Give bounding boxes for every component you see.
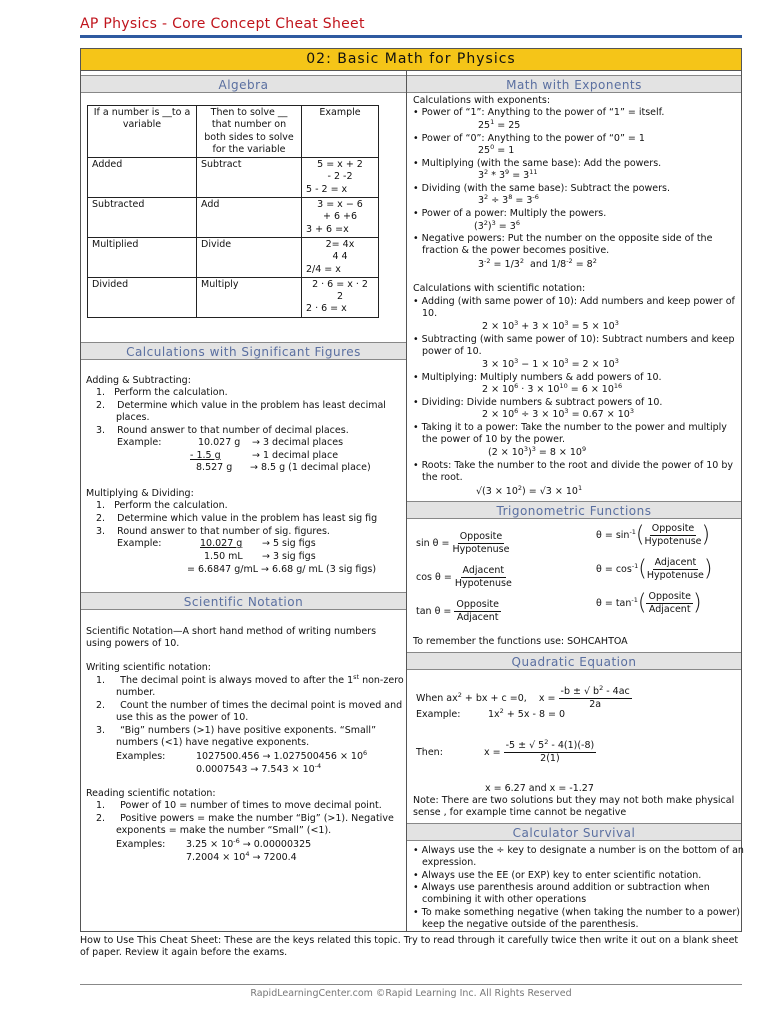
list-item: 1. Perform the calculation. xyxy=(96,500,228,511)
formula: $25^1 = 25$ xyxy=(478,117,521,131)
fraction: $\frac{-5 \pm √ 5^2 - 4(1)(-8)}{2(1)}$ xyxy=(505,737,595,764)
equation-line: - 2 -2 xyxy=(327,171,353,183)
arcsin-formula: $\theta = \sin^{-1}$( $\frac{\text{Opposite}}{\text{Hypotenuse}}$ ) xyxy=(596,522,711,548)
main-heading: 02: Basic Math for Physics xyxy=(81,49,741,71)
list-item: • Always use parenthesis around addition or subtraction when combining it with other operations xyxy=(413,882,710,906)
example-value: 1.50 mL xyxy=(204,551,243,562)
trig-heading: Trigonometric Functions xyxy=(407,501,741,519)
formula: $2 \times 10^6 \cdot 3 \times 10^{10} = 6 \times 10^{16}$ xyxy=(482,381,623,395)
example-value: - 1.5 g xyxy=(190,450,221,461)
calc-heading: Calculator Survival xyxy=(407,823,741,841)
equation-line: 4 4 xyxy=(332,251,348,263)
list-item: 1. Power of 10 = number of times to move decimal point. xyxy=(96,800,382,811)
list-item: • Negative powers: Put the number on the opposite side of the fraction & the power becomes positive. xyxy=(413,233,713,257)
example-value: $1027500.456 \to 1.027500456 \times 10^6$ xyxy=(196,748,368,762)
list-item: • Multiplying (with the same base): Add the powers. xyxy=(413,158,662,169)
example-note: → 3 decimal places xyxy=(252,437,344,448)
formula: $(2 \times 10^3)^3 = 8 \times 10^9$ xyxy=(488,444,587,458)
footer-rule xyxy=(80,984,742,985)
formula: $3^{-2} = 1/3^2$ and $1/8^{-2} = 8^2$ xyxy=(478,256,597,270)
table-header-cell: Example xyxy=(302,106,379,158)
equation-line: 2 · 6 = x · 2 xyxy=(312,278,368,290)
sci-write-title: Writing scientific notation: xyxy=(86,662,211,673)
equation-line: 5 - 2 = x xyxy=(306,183,348,195)
arctan-formula: $\theta = \tan^{-1}$( $\frac{\text{Opposite}}{\text{Adjacent}}$ ) xyxy=(596,590,702,616)
table-cell: Add xyxy=(197,198,302,238)
algebra-table xyxy=(87,105,379,318)
example-label: Examples: xyxy=(116,751,166,762)
list-item: 2. Determine which value in the problem has least decimal places. xyxy=(96,400,386,424)
exponents-sci-intro: Calculations with scientific notation: xyxy=(413,283,586,294)
formula: $25^0 = 1$ xyxy=(478,142,515,156)
title-rule xyxy=(80,35,742,38)
how-to-note: How to Use This Cheat Sheet: These are the keys related this topic. Try to read through it carefully twice then write it out on a blank sheet of paper. Review it again before the exams. xyxy=(80,935,739,959)
sci-read-title: Reading scientific notation: xyxy=(86,788,216,799)
table-cell xyxy=(302,198,379,238)
sci-heading: Scientific Notation xyxy=(81,592,406,610)
fraction: $\frac{\text{Opposite}}{\text{Adjacent}}$ xyxy=(456,599,499,623)
table-cell: Subtract xyxy=(197,158,302,198)
table-header-row xyxy=(88,106,379,158)
equation-line: 5 = x + 2 xyxy=(317,159,363,171)
tan-formula: tan θ = $\frac{\text{Opposite}}{\text{Adjacent}}$ xyxy=(416,599,499,623)
table-cell: Added xyxy=(88,158,197,198)
list-item: • Always use the EE (or EXP) key to enter scientific notation. xyxy=(413,870,702,881)
quad-solutions: x = 6.27 and x = -1.27 xyxy=(485,783,594,794)
list-item: 2. Determine which value in the problem has least sig fig xyxy=(96,513,378,524)
formula: $3^2 * 3^9 = 3^{11}$ xyxy=(478,167,538,181)
fraction: $\frac{-b \pm √ b^2 - 4ac}{2a}$ xyxy=(560,683,630,710)
exponents-intro: Calculations with exponents: xyxy=(413,95,551,106)
equation-line: 2= 4x xyxy=(325,238,355,250)
quad-then-formula: x = $\frac{-5 \pm √ 5^2 - 4(1)(-8)}{2(1)}$ xyxy=(484,737,595,764)
example-note: → 8.5 g (1 decimal place) xyxy=(250,462,371,473)
algebra-heading: Algebra xyxy=(81,75,406,93)
sin-formula: sin θ = $\frac{\text{Opposite}}{\text{Hypotenuse}}$ xyxy=(416,531,510,555)
example-result: = 6.6847 g/mL → 6.68 g/ mL (3 sig figs) xyxy=(187,564,377,575)
formula: $3^2 \div 3^8 = 3^{-6}$ xyxy=(478,192,539,206)
table-row xyxy=(88,198,379,238)
table-row xyxy=(88,158,379,198)
sci-definition: Scientific Notation—A short hand method of writing numbers using powers of 10. xyxy=(86,626,377,650)
example-label: Examples: xyxy=(116,839,166,850)
quadratic-formula: When $ax^2$ + bx + c =0, x = $\frac{-b \pm √ b^2 - 4ac}{2a}$ xyxy=(416,683,630,710)
equation-line: + 6 +6 xyxy=(322,211,358,223)
list-item: • Power of “1”: Anything to the power of “1” = itself. xyxy=(413,107,665,118)
example-value: $0.0007543 \to 7.543 \times 10^{-4}$ xyxy=(196,761,322,775)
list-item: • Dividing (with the same base): Subtract the powers. xyxy=(413,183,670,194)
fraction: $\frac{\text{Opposite}}{\text{Hypotenuse}}$ xyxy=(452,531,510,555)
exponents-heading: Math with Exponents xyxy=(407,75,741,93)
table-cell: Multiply xyxy=(197,277,302,317)
document-title: AP Physics - Core Concept Cheat Sheet xyxy=(80,16,365,32)
fraction: $\frac{\text{Opposite}}{\text{Adjacent}}$ xyxy=(648,591,691,615)
fraction: $\frac{\text{Adjacent}}{\text{Hypotenuse}}$ xyxy=(454,565,512,589)
list-item: • Taking it to a power: Take the number to the power and multiply the power of 10 by the power. xyxy=(413,422,727,446)
list-item: 3. “Big” numbers (>1) have positive exponents. “Small” numbers (<1) have negative exponents. xyxy=(96,725,376,749)
formula: $(3^2)^3 = 3^6$ xyxy=(474,218,520,232)
table-row xyxy=(88,277,379,317)
quad-example-label: Example: xyxy=(416,709,461,720)
equation-line: 2/4 = x xyxy=(306,263,341,275)
table-cell xyxy=(302,277,379,317)
example-value: 8.527 g xyxy=(196,462,233,473)
example-note: → 3 sig figs xyxy=(262,551,316,562)
example-note: → 5 sig figs xyxy=(262,538,316,549)
table-header-cell: Then to solve __ that number on both sides to solve for the variable xyxy=(197,106,302,158)
example-value: $3.25 \times 10^{-6} \to 0.00000325$ xyxy=(186,836,312,850)
table-cell xyxy=(302,237,379,277)
sigfig-heading: Calculations with Significant Figures xyxy=(81,342,406,360)
table-cell xyxy=(302,158,379,198)
quad-note: Note: There are two solutions but they may not both make physical sense , for example time cannot be negative xyxy=(413,795,735,819)
footer-copyright: RapidLearningCenter.com ©Rapid Learning Inc. All Rights Reserved xyxy=(250,988,572,999)
list-item: • Always use the ÷ key to designate a number is on the bottom of an expression. xyxy=(413,845,744,869)
list-item: • Power of “0”: Anything to the power of “0” = 1 xyxy=(413,133,645,144)
arccos-formula: $\theta = \cos^{-1}$( $\frac{\text{Adjacent}}{\text{Hypotenuse}}$ ) xyxy=(596,556,713,582)
list-item: 2. Positive powers = make the number “Big” (>1). Negative exponents = make the number “Small” (<1). xyxy=(96,813,394,837)
fraction: $\frac{\text{Adjacent}}{\text{Hypotenuse}}$ xyxy=(646,557,704,581)
list-item: 3. Round answer to that number of decimal places. xyxy=(96,425,349,436)
equation-line: 3 + 6 =x xyxy=(306,223,349,235)
example-label: Example: xyxy=(117,437,162,448)
table-cell: Multiplied xyxy=(88,237,197,277)
formula: $3 \times 10^3 - 1 \times 10^3 = 2 \times 10^3$ xyxy=(482,356,619,370)
table-cell: Divide xyxy=(197,237,302,277)
fraction: $\frac{\text{Opposite}}{\text{Hypotenuse}}$ xyxy=(644,523,702,547)
list-item: • Power of a power: Multiply the powers. xyxy=(413,208,607,219)
list-item: • Adding (with same power of 10): Add numbers and keep power of 10. xyxy=(413,296,735,320)
quad-then-label: Then: xyxy=(416,747,443,758)
table-cell: Subtracted xyxy=(88,198,197,238)
list-item: 2. Count the number of times the decimal point is moved and use this as the power of 10. xyxy=(96,700,403,724)
formula: $2 \times 10^3 + 3 \times 10^3 = 5 \times 10^3$ xyxy=(482,318,619,332)
formula: $2 \times 10^6 \div 3 \times 10^3 = 0.67 \times 10^3$ xyxy=(482,406,634,420)
example-label: Example: xyxy=(117,538,162,549)
example-value: 10.027 g xyxy=(200,538,243,549)
list-item: 1. The decimal point is always moved to after the 1st non-zero number. xyxy=(96,672,404,699)
example-note: → 1 decimal place xyxy=(252,450,339,461)
list-item: • Multiplying: Multiply numbers & add powers of 10. xyxy=(413,372,662,383)
list-item: • Subtracting (with same power of 10): Subtract numbers and keep power of 10. xyxy=(413,334,735,358)
example-value: 10.027 g xyxy=(198,437,241,448)
quad-heading: Quadratic Equation xyxy=(407,652,741,670)
sigfig-add-title: Adding & Subtracting: xyxy=(86,375,191,386)
table-header-cell: If a number is __to a variable xyxy=(88,106,197,158)
equation-line: 2 · 6 = x xyxy=(306,303,347,315)
list-item: 1. Perform the calculation. xyxy=(96,387,228,398)
sigfig-mul-title: Multiplying & Dividing: xyxy=(86,488,194,499)
list-item: 3. Round answer to that number of sig. figures. xyxy=(96,526,330,537)
equation-line: 3 = x − 6 xyxy=(317,199,363,211)
example-value: $7.2004 \times 10^4 \to 7200.4$ xyxy=(186,849,297,863)
table-row xyxy=(88,237,379,277)
list-item: • Roots: Take the number to the root and divide the power of 10 by the root. xyxy=(413,460,733,484)
list-item: • To make something negative (when taking the number to a power) keep the negative outside of the parenthesis. xyxy=(413,907,740,931)
quad-example-equation: $1x^2 + 5x - 8 = 0$ xyxy=(488,706,566,720)
equation-line: 2 xyxy=(336,291,344,303)
list-item: • Dividing: Divide numbers & subtract powers of 10. xyxy=(413,397,663,408)
cos-formula: cos θ = $\frac{\text{Adjacent}}{\text{Hypotenuse}}$ xyxy=(416,565,512,589)
table-cell: Divided xyxy=(88,277,197,317)
trig-mnemonic: To remember the functions use: SOHCAHTOA xyxy=(413,636,628,647)
formula: $√(3 \times 10^2) = √3 \times 10^1$ xyxy=(476,483,583,497)
